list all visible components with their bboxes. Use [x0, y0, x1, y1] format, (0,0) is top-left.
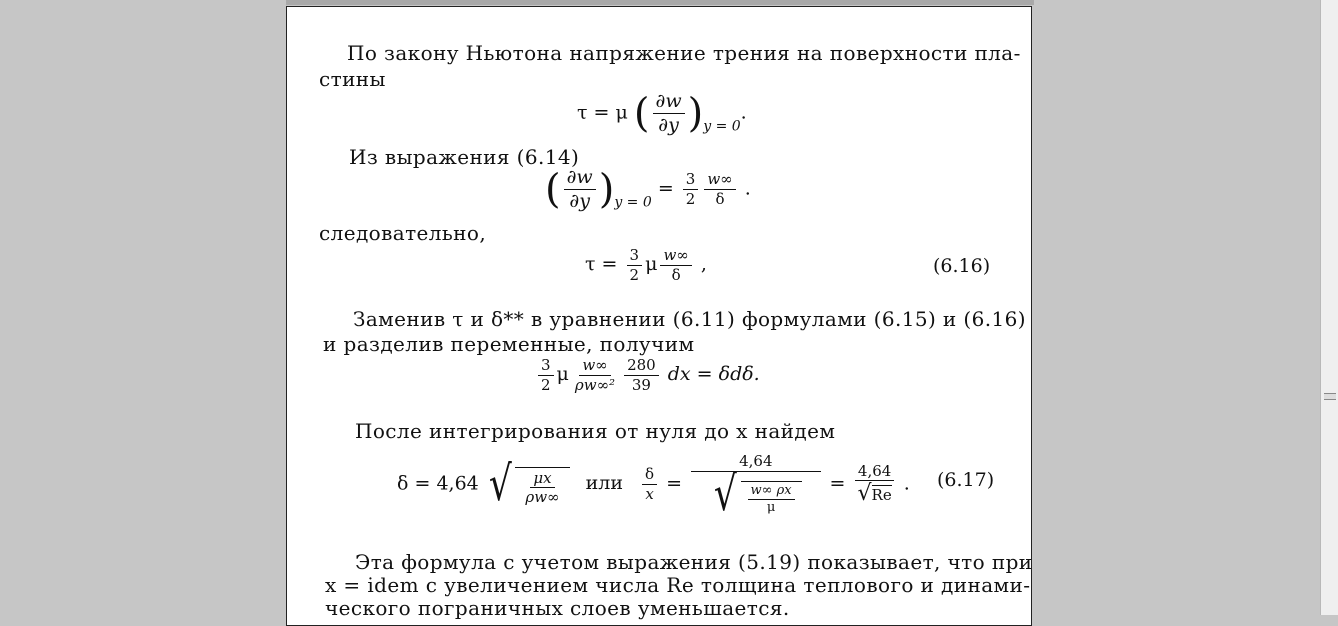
paragraph-line: ческого пограничных слоев уменьшается. [325, 596, 790, 620]
frac-num: w∞ [660, 247, 691, 266]
paragraph-line: По закону Ньютона напряжение трения на поверхности пла- [347, 41, 1021, 65]
paragraph-line: стины [319, 67, 386, 91]
eq-sub: y = 0 [614, 194, 652, 211]
equation-derivative: ( $\frac{\partial w}{\partial y}$ )$_{y = 0}$ = $\frac{3}{2}$ $\frac{w\infty}{\delta}$ . [545, 166, 751, 213]
vertical-scrollbar[interactable] [1320, 0, 1338, 615]
eq-lhs: τ = μ [577, 101, 628, 124]
paragraph-line: Из выражения (6.14) [349, 145, 580, 169]
frac-num: 3 [538, 357, 554, 376]
viewer-top-edge [286, 0, 1034, 5]
frac-num: 3 [627, 247, 643, 266]
frac-num: 280 [624, 357, 659, 376]
frac-den: ∂y [658, 113, 679, 136]
frac-num: δ [642, 466, 657, 485]
equation-6-17 [397, 452, 910, 522]
eq-end: . [903, 472, 910, 495]
frac-num: w∞ [704, 171, 735, 190]
paragraph-line: и разделив переменные, получим [323, 332, 695, 356]
eq-rhs: dx = δdδ. [667, 363, 760, 385]
frac-den: 2 [541, 375, 551, 394]
frac-num: 4,64 [855, 463, 894, 482]
frac-den: 2 [629, 265, 640, 284]
eq-sub: y = 0 [703, 118, 741, 135]
eq-lhs: δ = 4,64 [397, 472, 479, 495]
frac-num: w∞ [579, 357, 610, 376]
paragraph-line: Эта формула с учетом выражения (5.19) показывает, что при [355, 550, 1033, 574]
paragraph-line: Заменив τ и δ** в уравнении (6.11) формулами (6.15) и (6.16) [353, 307, 1026, 331]
equation-number: (6.16) [933, 255, 991, 277]
equation-number: (6.17) [937, 469, 995, 491]
frac-num: μx [530, 470, 554, 489]
frac-den: ρw∞ [525, 488, 560, 507]
frac-den: 2 [685, 189, 696, 208]
frac-den: μ [766, 500, 776, 516]
eq-sign: = [829, 472, 846, 495]
eq-end: . [744, 177, 751, 200]
frac-den: √Re [857, 481, 892, 506]
eq-end: , [700, 253, 707, 275]
paragraph-line: следовательно, [319, 221, 487, 245]
eq-mu: μ [645, 253, 658, 275]
frac-num: 4,64 [691, 453, 820, 472]
eq-sign: = [657, 177, 674, 200]
document-page [286, 6, 1032, 626]
frac-den: δ [715, 189, 725, 208]
radical-sign: √ [713, 465, 737, 522]
frac-num: ∂w [564, 167, 596, 190]
radical-sign: √ [488, 455, 512, 512]
eq-end: . [740, 101, 747, 124]
equation-tau-newton: τ = μ ( $\frac{\partial w}{\partial y}$ )$_{y = 0}$. [577, 90, 747, 137]
eq-sign: = [666, 472, 683, 495]
sqrt-expression [485, 455, 570, 512]
eq-mu: μ [556, 363, 569, 385]
equation-substituted [535, 357, 760, 393]
frac-den: ρw∞² [574, 375, 616, 394]
frac-num: w∞ ρx [748, 484, 795, 500]
equation-6-16 [585, 247, 707, 283]
frac-num: 3 [683, 171, 699, 190]
frac-den: x [645, 484, 654, 503]
scrollbar-thumb[interactable] [1324, 393, 1336, 400]
frac-num: ∂w [653, 91, 685, 114]
frac-den: δ [671, 265, 681, 284]
eq-lhs: τ = [585, 253, 618, 275]
eq-or: или [585, 472, 623, 495]
paragraph-line: x = idem с увеличением числа Re толщина теплового и динами- [325, 573, 1031, 597]
frac-den: 39 [631, 375, 651, 394]
paragraph-line: После интегрирования от нуля до x найдем [355, 419, 836, 443]
frac-den: ∂y [569, 189, 590, 212]
